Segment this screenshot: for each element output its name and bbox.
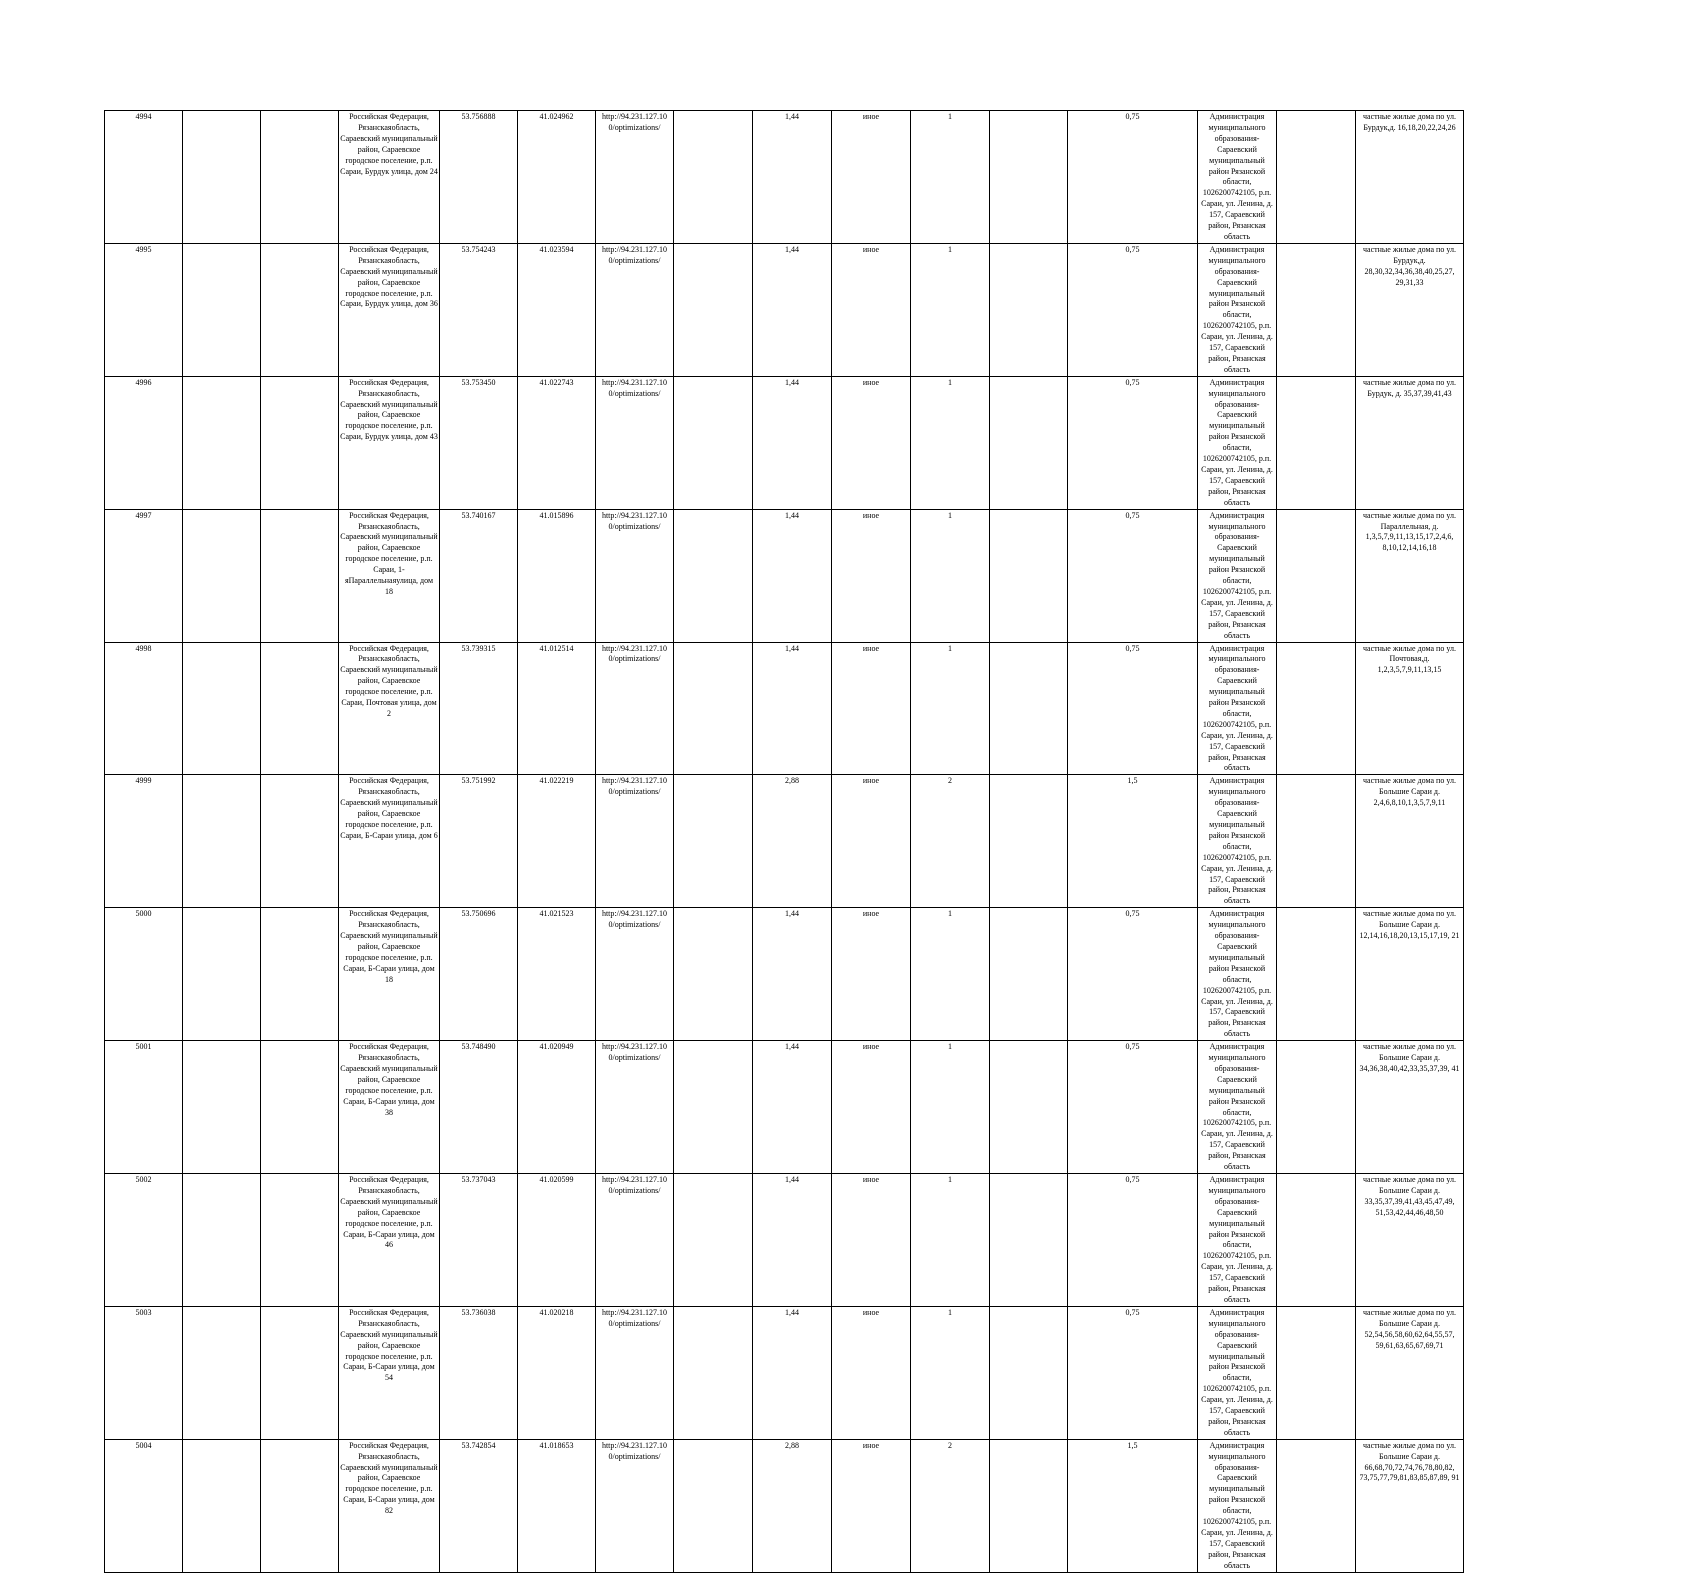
cell-container-count: 1: [911, 376, 990, 509]
cell-address: Российская Федерация, Рязанскаяобласть, Сараевский муниципальный район, Сараевское городское поселение, р.п. Сараи, Б-Сараи улица, дом 6: [339, 775, 440, 908]
table-row: [105, 642, 1464, 775]
cell-empty-1: [183, 376, 261, 509]
cell-empty-4: [990, 376, 1068, 509]
cell-area: 1,44: [753, 111, 832, 244]
cell-empty-1: [183, 509, 261, 642]
cell-empty-2: [261, 642, 339, 775]
cell-empty-4: [990, 1174, 1068, 1307]
cell-empty-3: [674, 775, 753, 908]
cell-area: 1,44: [753, 376, 832, 509]
cell-volume: 0,75: [1068, 908, 1198, 1041]
cell-empty-4: [990, 642, 1068, 775]
cell-volume: 0,75: [1068, 243, 1198, 376]
cell-longitude: 41.021523: [518, 908, 596, 1041]
cell-empty-1: [183, 642, 261, 775]
cell-empty-3: [674, 243, 753, 376]
cell-longitude: 41.020218: [518, 1306, 596, 1439]
cell-address: Российская Федерация, Рязанскаяобласть, Сараевский муниципальный район, Сараевское городское поселение, р.п. Сараи, Б-Сараи улица, дом 38: [339, 1041, 440, 1174]
cell-area: 1,44: [753, 1041, 832, 1174]
cell-container-count: 1: [911, 243, 990, 376]
cell-link: http://94.231.127.10 0/optimizations/: [596, 908, 674, 1041]
cell-longitude: 41.022743: [518, 376, 596, 509]
cell-longitude: 41.020599: [518, 1174, 596, 1307]
cell-latitude: 53.748490: [440, 1041, 518, 1174]
cell-id: 5003: [105, 1306, 183, 1439]
cell-sources: частные жилые дома по ул. Параллельная, д. 1,3,5,7,9,11,13,15,17,2,4,6, 8,10,12,14,16,18: [1356, 509, 1464, 642]
cell-owner: Администрация муниципального образования-Сараевский муниципальный район Рязанской области, 1026200742105, р.п. Сараи, ул. Ленина, д. 157, Сараевский район, Рязанская область: [1198, 111, 1277, 244]
cell-longitude: 41.024962: [518, 111, 596, 244]
cell-id: 5004: [105, 1439, 183, 1572]
registry-table: [104, 110, 1464, 1573]
cell-empty-3: [674, 1306, 753, 1439]
cell-link: http://94.231.127.10 0/optimizations/: [596, 509, 674, 642]
cell-id: 4998: [105, 642, 183, 775]
cell-empty-5: [1277, 775, 1356, 908]
cell-empty-4: [990, 1306, 1068, 1439]
cell-empty-3: [674, 111, 753, 244]
cell-container-count: 1: [911, 509, 990, 642]
cell-empty-1: [183, 1174, 261, 1307]
cell-link: http://94.231.127.10 0/optimizations/: [596, 376, 674, 509]
cell-empty-3: [674, 1439, 753, 1572]
cell-sources: частные жилые дома по ул. Большие Сараи д. 66,68,70,72,74,76,78,80,82, 73,75,77,79,81,83,85,87,89, 91: [1356, 1439, 1464, 1572]
cell-empty-3: [674, 1041, 753, 1174]
cell-id: 4999: [105, 775, 183, 908]
cell-latitude: 53.737043: [440, 1174, 518, 1307]
cell-latitude: 53.751992: [440, 775, 518, 908]
cell-sources: частные жилые дома по ул. Большие Сараи д. 2,4,6,8,10,1,3,5,7,9,11: [1356, 775, 1464, 908]
cell-empty-1: [183, 111, 261, 244]
cell-material: иное: [832, 1174, 911, 1307]
cell-area: 1,44: [753, 908, 832, 1041]
cell-link: http://94.231.127.10 0/optimizations/: [596, 243, 674, 376]
cell-material: иное: [832, 775, 911, 908]
cell-link: http://94.231.127.10 0/optimizations/: [596, 111, 674, 244]
cell-empty-2: [261, 908, 339, 1041]
cell-area: 1,44: [753, 243, 832, 376]
cell-link: http://94.231.127.10 0/optimizations/: [596, 1439, 674, 1572]
cell-empty-2: [261, 1174, 339, 1307]
cell-area: 1,44: [753, 1174, 832, 1307]
cell-empty-2: [261, 775, 339, 908]
cell-material: иное: [832, 1041, 911, 1174]
table-row: [105, 908, 1464, 1041]
cell-empty-2: [261, 111, 339, 244]
cell-empty-5: [1277, 243, 1356, 376]
cell-empty-2: [261, 376, 339, 509]
cell-latitude: 53.750696: [440, 908, 518, 1041]
cell-sources: частные жилые дома по ул. Бурдук, д. 35,37,39,41,43: [1356, 376, 1464, 509]
cell-address: Российская Федерация, Рязанскаяобласть, Сараевский муниципальный район, Сараевское городское поселение, р.п. Сараи, Почтовая улица, дом 2: [339, 642, 440, 775]
cell-longitude: 41.023594: [518, 243, 596, 376]
cell-material: иное: [832, 243, 911, 376]
cell-volume: 0,75: [1068, 1306, 1198, 1439]
cell-volume: 0,75: [1068, 1174, 1198, 1307]
cell-empty-4: [990, 1439, 1068, 1572]
cell-empty-5: [1277, 642, 1356, 775]
cell-owner: Администрация муниципального образования-Сараевский муниципальный район Рязанской области, 1026200742105, р.п. Сараи, ул. Ленина, д. 157, Сараевский район, Рязанская область: [1198, 1439, 1277, 1572]
cell-owner: Администрация муниципального образования-Сараевский муниципальный район Рязанской области, 1026200742105, р.п. Сараи, ул. Ленина, д. 157, Сараевский район, Рязанская область: [1198, 1041, 1277, 1174]
cell-longitude: 41.012514: [518, 642, 596, 775]
cell-material: иное: [832, 642, 911, 775]
cell-volume: 0,75: [1068, 111, 1198, 244]
cell-area: 2,88: [753, 775, 832, 908]
table-row: [105, 243, 1464, 376]
cell-empty-5: [1277, 509, 1356, 642]
cell-container-count: 2: [911, 1439, 990, 1572]
cell-empty-4: [990, 111, 1068, 244]
table-row: [105, 376, 1464, 509]
cell-empty-4: [990, 1041, 1068, 1174]
cell-sources: частные жилые дома по ул. Почтовая,д. 1,2,3,5,7,9,11,13,15: [1356, 642, 1464, 775]
cell-empty-4: [990, 243, 1068, 376]
cell-id: 4994: [105, 111, 183, 244]
cell-latitude: 53.740167: [440, 509, 518, 642]
cell-sources: частные жилые дома по ул. Большие Сараи д. 33,35,37,39,41,43,45,47,49, 51,53,42,44,46,48,50: [1356, 1174, 1464, 1307]
cell-container-count: 2: [911, 775, 990, 908]
cell-container-count: 1: [911, 1174, 990, 1307]
table-row: [105, 775, 1464, 908]
cell-area: 1,44: [753, 642, 832, 775]
cell-owner: Администрация муниципального образования-Сараевский муниципальный район Рязанской области, 1026200742105, р.п. Сараи, ул. Ленина, д. 157, Сараевский район, Рязанская область: [1198, 243, 1277, 376]
cell-empty-3: [674, 908, 753, 1041]
cell-area: 1,44: [753, 1306, 832, 1439]
cell-id: 4995: [105, 243, 183, 376]
cell-address: Российская Федерация, Рязанскаяобласть, Сараевский муниципальный район, Сараевское городское поселение, р.п. Сараи, Бурдук улица, дом 24: [339, 111, 440, 244]
cell-volume: 0,75: [1068, 1041, 1198, 1174]
cell-address: Российская Федерация, Рязанскаяобласть, Сараевский муниципальный район, Сараевское городское поселение, р.п. Сараи, 1-яПараллельнаяулица, дом 18: [339, 509, 440, 642]
cell-empty-5: [1277, 1306, 1356, 1439]
cell-latitude: 53.739315: [440, 642, 518, 775]
cell-empty-1: [183, 1439, 261, 1572]
cell-container-count: 1: [911, 111, 990, 244]
cell-sources: частные жилые дома по ул. Большие Сараи д. 12,14,16,18,20,13,15,17,19, 21: [1356, 908, 1464, 1041]
cell-empty-5: [1277, 908, 1356, 1041]
cell-address: Российская Федерация, Рязанскаяобласть, Сараевский муниципальный район, Сараевское городское поселение, р.п. Сараи, Б-Сараи улица, дом 54: [339, 1306, 440, 1439]
cell-container-count: 1: [911, 1306, 990, 1439]
cell-area: 2,88: [753, 1439, 832, 1572]
cell-link: http://94.231.127.10 0/optimizations/: [596, 642, 674, 775]
cell-link: http://94.231.127.10 0/optimizations/: [596, 1174, 674, 1307]
table-row: [105, 1439, 1464, 1572]
table-row: [105, 1306, 1464, 1439]
cell-material: иное: [832, 111, 911, 244]
cell-empty-5: [1277, 1041, 1356, 1174]
cell-owner: Администрация муниципального образования-Сараевский муниципальный район Рязанской области, 1026200742105, р.п. Сараи, ул. Ленина, д. 157, Сараевский район, Рязанская область: [1198, 642, 1277, 775]
cell-longitude: 41.018653: [518, 1439, 596, 1572]
cell-link: http://94.231.127.10 0/optimizations/: [596, 1306, 674, 1439]
cell-volume: 1,5: [1068, 1439, 1198, 1572]
cell-container-count: 1: [911, 908, 990, 1041]
cell-id: 4996: [105, 376, 183, 509]
cell-empty-5: [1277, 1174, 1356, 1307]
cell-latitude: 53.742854: [440, 1439, 518, 1572]
cell-empty-1: [183, 775, 261, 908]
cell-area: 1,44: [753, 509, 832, 642]
cell-empty-1: [183, 1306, 261, 1439]
cell-empty-3: [674, 376, 753, 509]
cell-material: иное: [832, 376, 911, 509]
cell-address: Российская Федерация, Рязанскаяобласть, Сараевский муниципальный район, Сараевское городское поселение, р.п. Сараи, Бурдук улица, дом 43: [339, 376, 440, 509]
cell-container-count: 1: [911, 1041, 990, 1174]
cell-owner: Администрация муниципального образования-Сараевский муниципальный район Рязанской области, 1026200742105, р.п. Сараи, ул. Ленина, д. 157, Сараевский район, Рязанская область: [1198, 775, 1277, 908]
cell-empty-3: [674, 642, 753, 775]
cell-sources: частные жилые дома по ул. Большие Сараи д. 34,36,38,40,42,33,35,37,39, 41: [1356, 1041, 1464, 1174]
cell-sources: частные жилые дома по ул. Бурдук,д. 28,30,32,34,36,38,40,25,27, 29,31,33: [1356, 243, 1464, 376]
cell-address: Российская Федерация, Рязанскаяобласть, Сараевский муниципальный район, Сараевское городское поселение, р.п. Сараи, Б-Сараи улица, дом 46: [339, 1174, 440, 1307]
cell-id: 5001: [105, 1041, 183, 1174]
cell-empty-4: [990, 509, 1068, 642]
cell-address: Российская Федерация, Рязанскаяобласть, Сараевский муниципальный район, Сараевское городское поселение, р.п. Сараи, Б-Сараи улица, дом 18: [339, 908, 440, 1041]
cell-empty-4: [990, 775, 1068, 908]
cell-empty-1: [183, 243, 261, 376]
cell-empty-2: [261, 509, 339, 642]
cell-empty-1: [183, 1041, 261, 1174]
cell-id: 4997: [105, 509, 183, 642]
cell-owner: Администрация муниципального образования-Сараевский муниципальный район Рязанской области, 1026200742105, р.п. Сараи, ул. Ленина, д. 157, Сараевский район, Рязанская область: [1198, 1306, 1277, 1439]
cell-owner: Администрация муниципального образования-Сараевский муниципальный район Рязанской области, 1026200742105, р.п. Сараи, ул. Ленина, д. 157, Сараевский район, Рязанская область: [1198, 908, 1277, 1041]
cell-material: иное: [832, 509, 911, 642]
cell-latitude: 53.754243: [440, 243, 518, 376]
cell-volume: 0,75: [1068, 509, 1198, 642]
cell-link: http://94.231.127.10 0/optimizations/: [596, 775, 674, 908]
cell-empty-3: [674, 1174, 753, 1307]
cell-empty-5: [1277, 376, 1356, 509]
cell-empty-5: [1277, 1439, 1356, 1572]
cell-empty-2: [261, 1306, 339, 1439]
cell-owner: Администрация муниципального образования-Сараевский муниципальный район Рязанской области, 1026200742105, р.п. Сараи, ул. Ленина, д. 157, Сараевский район, Рязанская область: [1198, 376, 1277, 509]
table-row: [105, 1041, 1464, 1174]
cell-empty-4: [990, 908, 1068, 1041]
cell-empty-2: [261, 243, 339, 376]
table-body: [105, 111, 1464, 1573]
cell-owner: Администрация муниципального образования-Сараевский муниципальный район Рязанской области, 1026200742105, р.п. Сараи, ул. Ленина, д. 157, Сараевский район, Рязанская область: [1198, 509, 1277, 642]
cell-empty-2: [261, 1439, 339, 1572]
table-row: [105, 111, 1464, 244]
cell-volume: 0,75: [1068, 376, 1198, 509]
cell-latitude: 53.753450: [440, 376, 518, 509]
cell-longitude: 41.020949: [518, 1041, 596, 1174]
cell-latitude: 53.756888: [440, 111, 518, 244]
table-row: [105, 1174, 1464, 1307]
cell-volume: 0,75: [1068, 642, 1198, 775]
cell-owner: Администрация муниципального образования-Сараевский муниципальный район Рязанской области, 1026200742105, р.п. Сараи, ул. Ленина, д. 157, Сараевский район, Рязанская область: [1198, 1174, 1277, 1307]
cell-volume: 1,5: [1068, 775, 1198, 908]
cell-link: http://94.231.127.10 0/optimizations/: [596, 1041, 674, 1174]
cell-empty-1: [183, 908, 261, 1041]
cell-sources: частные жилые дома по ул. Большие Сараи д. 52,54,56,58,60,62,64,55,57, 59,61,63,65,67,69,71: [1356, 1306, 1464, 1439]
cell-empty-3: [674, 509, 753, 642]
cell-id: 5002: [105, 1174, 183, 1307]
table-row: [105, 509, 1464, 642]
cell-sources: частные жилые дома по ул. Бурдук,д. 16,18,20,22,24,26: [1356, 111, 1464, 244]
cell-longitude: 41.015896: [518, 509, 596, 642]
cell-id: 5000: [105, 908, 183, 1041]
cell-material: иное: [832, 908, 911, 1041]
cell-address: Российская Федерация, Рязанскаяобласть, Сараевский муниципальный район, Сараевское городское поселение, р.п. Сараи, Б-Сараи улица, дом 82: [339, 1439, 440, 1572]
cell-latitude: 53.736038: [440, 1306, 518, 1439]
cell-empty-2: [261, 1041, 339, 1174]
cell-longitude: 41.022219: [518, 775, 596, 908]
cell-container-count: 1: [911, 642, 990, 775]
cell-address: Российская Федерация, Рязанскаяобласть, Сараевский муниципальный район, Сараевское городское поселение, р.п. Сараи, Бурдук улица, дом 36: [339, 243, 440, 376]
cell-material: иное: [832, 1306, 911, 1439]
cell-empty-5: [1277, 111, 1356, 244]
cell-material: иное: [832, 1439, 911, 1572]
